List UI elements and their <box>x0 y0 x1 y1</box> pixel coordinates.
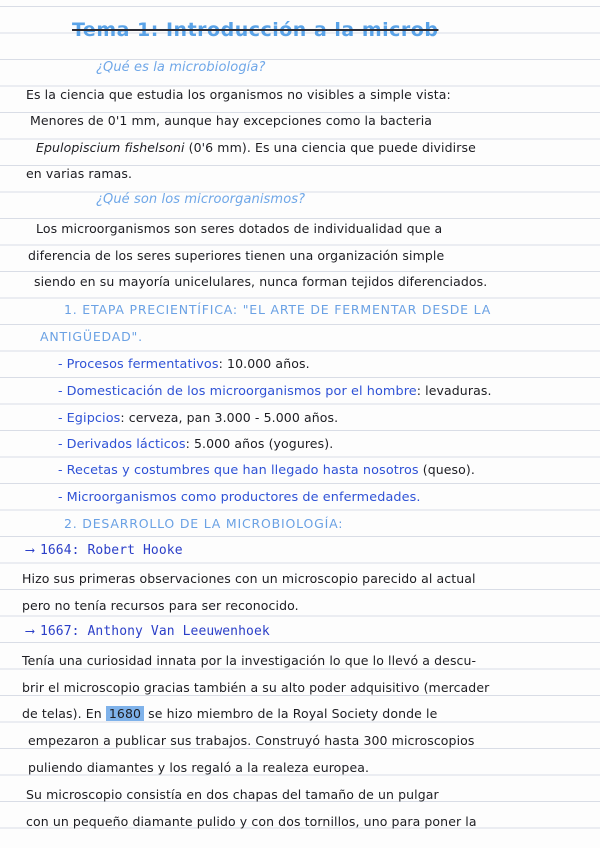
paragraph-line: siendo en su mayoría unicelulares, nunca forman tejidos diferenciados. <box>34 274 488 289</box>
paragraph-line: brir el microscopio gracias también a su alto poder adquisitivo (mercader <box>22 680 490 695</box>
question-heading-1: ¿Qué es la microbiología? <box>96 60 266 75</box>
paragraph-line: con un pequeño diamante pulido y con dos tornillos, uno para poner la <box>26 814 477 829</box>
paragraph-line: Los microorganismos son seres dotados de individualidad que a <box>36 221 443 236</box>
paragraph-line: de telas). En 1680 se hizo miembro de la Royal Society donde le <box>22 706 438 721</box>
section-heading-1-cont: ANTIGÜEDAD". <box>40 329 143 344</box>
paragraph-line <box>36 140 476 156</box>
species-name: Epulopiscium fishelsoni <box>36 140 185 155</box>
list-item: - Microorganismos como productores de enfermedades. <box>58 489 421 505</box>
section-heading-2: 2. DESARROLLO DE LA MICROBIOLOGÍA: <box>64 516 344 531</box>
list-item: - Egipcios: cerveza, pan 3.000 - 5.000 años. <box>58 410 339 426</box>
arrow-right-icon: ⟶ <box>26 543 34 558</box>
paragraph-line: Menores de 0'1 mm, aunque hay excepciones como la bacteria <box>30 113 433 128</box>
paragraph-line: pero no tenía recursos para ser reconocido. <box>22 598 299 613</box>
paragraph-line-rest: (0'6 mm). Es una ciencia que puede dividirse <box>184 140 476 155</box>
paragraph-line: Es la ciencia que estudia los organismos no visibles a simple vista: <box>26 87 451 102</box>
arrow-right-icon: ⟶ <box>26 624 34 639</box>
subheading-hooke: ⟶ 1664: Robert Hooke <box>26 543 183 558</box>
paragraph-line: Hizo sus primeras observaciones con un microscopio parecido al actual <box>22 571 476 586</box>
list-item: - Procesos fermentativos: 10.000 años. <box>58 356 310 372</box>
list-item: - Recetas y costumbres que han llegado hasta nosotros (queso). <box>58 462 475 478</box>
page-title: Tema 1: Introducción a la microb <box>72 19 439 41</box>
paragraph-line: puliendo diamantes y los regaló a la realeza europea. <box>28 760 370 775</box>
paragraph-line: empezaron a publicar sus trabajos. Construyó hasta 300 microscopios <box>28 733 475 748</box>
highlighted-year: 1680 <box>106 706 144 721</box>
section-heading-1: 1. ETAPA PRECIENTÍFICA: "EL ARTE DE FERMENTAR DESDE LA <box>64 302 492 317</box>
list-item: - Derivados lácticos: 5.000 años (yogures). <box>58 436 334 452</box>
paragraph-line: en varias ramas. <box>26 166 133 181</box>
question-heading-2: ¿Qué son los microorganismos? <box>96 192 306 207</box>
paragraph-line: diferencia de los seres superiores tienen una organización simple <box>28 248 445 263</box>
subheading-leeuwenhoek: ⟶ 1667: Anthony Van Leeuwenhoek <box>26 624 270 639</box>
list-item: - Domesticación de los microorganismos por el hombre: levaduras. <box>58 383 492 399</box>
paragraph-line: Su microscopio consistía en dos chapas del tamaño de un pulgar <box>26 787 439 802</box>
paragraph-line: Tenía una curiosidad innata por la investigación lo que lo llevó a descu- <box>22 653 477 668</box>
